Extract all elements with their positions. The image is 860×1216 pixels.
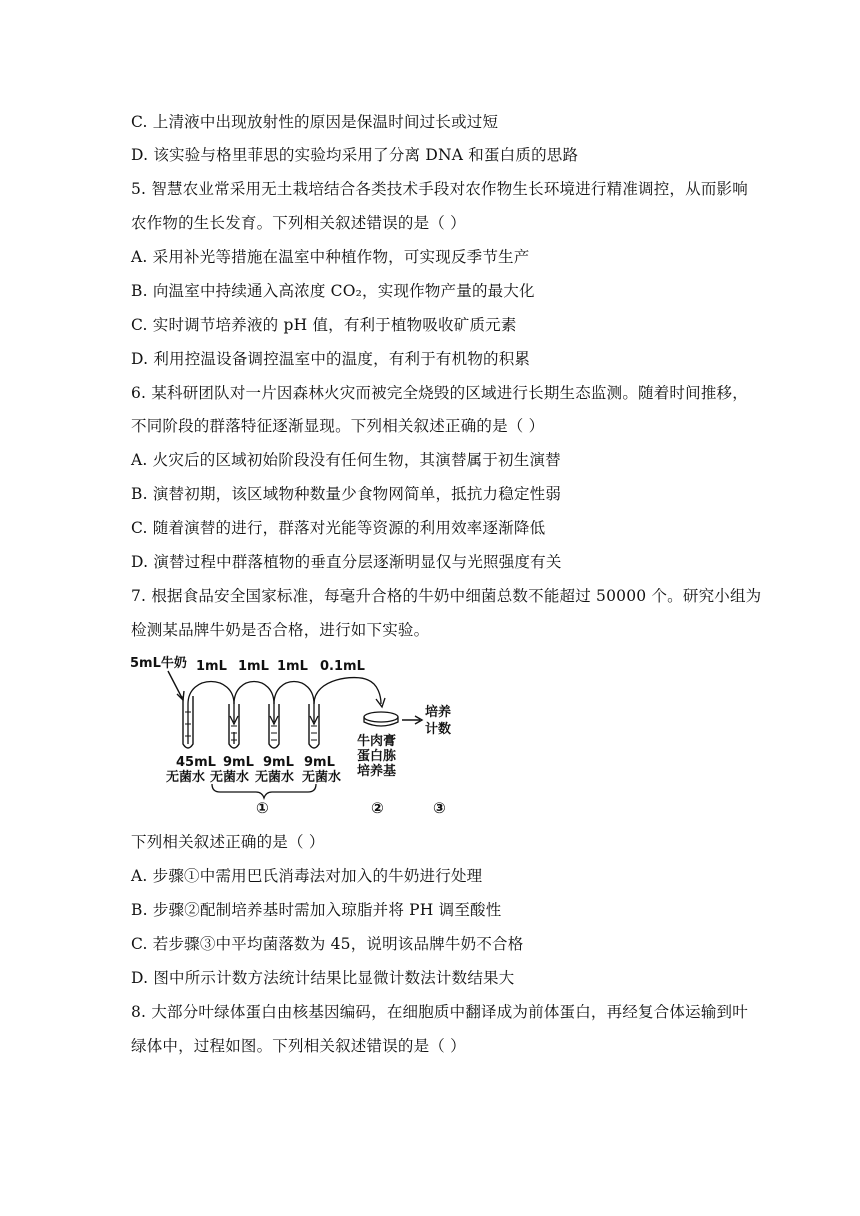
option-b-q7: B. 步骤②配制培养基时需加入琼脂并将 PH 调至酸性: [131, 901, 502, 919]
transfer-arc-3: [274, 682, 314, 723]
tube2-volume: 9mL: [223, 755, 254, 770]
transfer-label-3: 1mL: [277, 659, 308, 674]
option-c-q6: C. 随着演替的进行，群落对光能等资源的利用效率逐渐降低: [131, 519, 546, 537]
step2-label: ②: [371, 799, 384, 817]
petri-dish: [364, 712, 398, 726]
tube1-name: 无菌水: [166, 770, 206, 785]
result-label-line2: 计数: [425, 722, 452, 737]
question-8-stem-cont: 绿体中，过程如图。下列相关叙述错误的是（ ）: [131, 1037, 466, 1055]
transfer-label-4: 0.1mL: [320, 659, 365, 674]
transfer-label-1: 1mL: [196, 659, 227, 674]
medium-label-line3: 培养基: [357, 764, 397, 779]
question-8-stem: 8. 大部分叶绿体蛋白由核基因编码，在细胞质中翻译成为前体蛋白，再经复合体运输到叶: [131, 1003, 748, 1021]
transfer-arc-4: [314, 678, 381, 704]
option-c-q4: C. 上清液中出现放射性的原因是保温时间过长或过短: [131, 113, 499, 131]
transfer-arc-1: [188, 682, 234, 745]
step1-brace: [212, 784, 316, 798]
serial-dilution-figure: [128, 652, 488, 822]
question-7-stem: 7. 根据食品安全国家标准，每毫升合格的牛奶中细菌总数不能超过 50000 个。研究小组为: [131, 587, 762, 605]
option-a-q5: A. 采用补光等措施在温室中种植作物，可实现反季节生产: [131, 248, 530, 266]
tube4-volume: 9mL: [304, 755, 335, 770]
tube1-volume: 45mL: [176, 755, 216, 770]
question-6-stem: 6. 某科研团队对一片因森林火灾而被完全烧毁的区域进行长期生态监测。随着时间推移，: [131, 384, 748, 402]
question-5-stem: 5. 智慧农业常采用无土栽培结合各类技术手段对农作物生长环境进行精准调控，从而影响: [131, 180, 748, 198]
question-5-stem-cont: 农作物的生长发育。下列相关叙述错误的是（ ）: [131, 214, 466, 232]
tube3-volume: 9mL: [263, 755, 294, 770]
option-a-q7: A. 步骤①中需用巴氏消毒法对加入的牛奶进行处理: [131, 867, 483, 885]
step3-label: ③: [433, 799, 446, 817]
medium-label-line2: 蛋白胨: [357, 749, 397, 764]
result-label-line1: 培养: [425, 705, 452, 720]
question-7-stem-cont: 检测某品牌牛奶是否合格，进行如下实验。: [131, 621, 430, 639]
dilution-diagram: [128, 652, 488, 822]
option-a-q6: A. 火灾后的区域初始阶段没有任何生物，其演替属于初生演替: [131, 451, 561, 469]
tube4-name: 无菌水: [302, 770, 342, 785]
medium-label-line1: 牛肉膏: [357, 734, 397, 749]
option-b-q6: B. 演替初期，该区域物种数量少食物网简单，抵抗力稳定性弱: [131, 485, 562, 503]
option-d-q6: D. 演替过程中群落植物的垂直分层逐渐明显仅与光照强度有关: [131, 553, 562, 571]
option-b-q5: B. 向温室中持续通入高浓度 CO₂，实现作物产量的最大化: [131, 282, 535, 300]
step1-label: ①: [256, 799, 269, 817]
milk-label: 5mL牛奶: [130, 656, 187, 671]
option-c-q5: C. 实时调节培养液的 pH 值，有利于植物吸收矿质元素: [131, 316, 517, 334]
option-d-q4: D. 该实验与格里菲思的实验均采用了分离 DNA 和蛋白质的思路: [131, 146, 579, 164]
question-6-stem-cont: 不同阶段的群落特征逐渐显现。下列相关叙述正确的是（ ）: [131, 417, 545, 435]
tube2-name: 无菌水: [210, 770, 250, 785]
milk-arrow: [168, 671, 182, 698]
question-7-prompt: 下列相关叙述正确的是（ ）: [131, 833, 325, 851]
transfer-label-2: 1mL: [238, 659, 269, 674]
tube3-name: 无菌水: [255, 770, 295, 785]
option-c-q7: C. 若步骤③中平均菌落数为 45，说明该品牌牛奶不合格: [131, 935, 524, 953]
transfer-arc-2: [234, 682, 274, 745]
option-d-q7: D. 图中所示计数方法统计结果比显微计数法计数结果大: [131, 969, 515, 987]
option-d-q5: D. 利用控温设备调控温室中的温度，有利于有机物的积累: [131, 350, 531, 368]
